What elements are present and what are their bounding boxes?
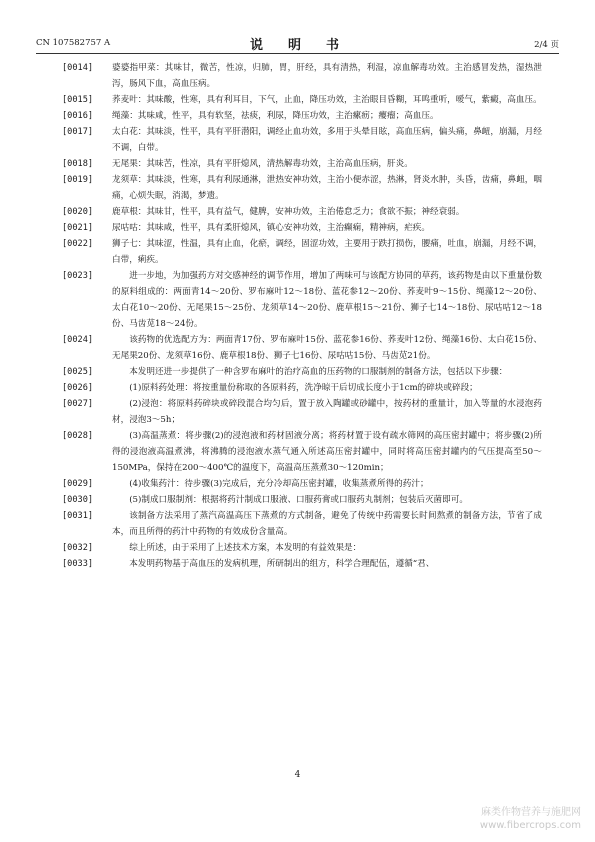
description-body	[62, 60, 542, 572]
paragraph	[62, 428, 542, 476]
paragraph	[62, 60, 542, 92]
paragraph	[62, 476, 542, 492]
paragraph-text: 综上所述，由于采用了上述技术方案，本发明的有益效果是：	[129, 543, 362, 553]
paragraph-number: [0020]	[62, 207, 94, 217]
paragraph	[62, 492, 542, 508]
paragraph	[62, 220, 542, 236]
paragraph-text: 龙须草：其味淡，性寒，具有利尿通淋，泄热安神功效，主治小便赤涩，热淋，肾炎水肿，头昏，齿痛，鼻衄，咽痛，心烦失眠，消渴，梦遗。	[112, 175, 542, 201]
paragraph-number: [0026]	[62, 383, 94, 393]
paragraph-number: [0033]	[62, 559, 94, 569]
paragraph-number: [0025]	[62, 367, 94, 377]
page-indicator: 2/4 页	[534, 40, 559, 50]
paragraph	[62, 508, 542, 540]
paragraph	[62, 108, 542, 124]
paragraph-number: [0028]	[62, 431, 94, 441]
paragraph-text: 无尾果：其味苦，性凉，具有平肝熄风，清热解毒功效，主治高血压病，肝炎。	[112, 159, 413, 169]
paragraph-number: [0021]	[62, 223, 94, 233]
paragraph	[62, 92, 542, 108]
paragraph-text: 婆婆指甲菜：其味甘，微苦，性凉，归肺，胃，肝经，具有清热，利湿，凉血解毒功效。主治感冒发热，湿热泄泻，肠风下血，高血压病。	[112, 63, 542, 89]
paragraph-text: 太白花：其味淡，性平，具有平肝潜阳，调经止血功效，多用于头晕目眩，高血压病，偏头痛，鼻衄，崩漏，月经不调，白带。	[112, 127, 542, 153]
document-type-title: 说 明 书	[249, 38, 345, 53]
paragraph	[62, 540, 542, 556]
paragraph	[62, 172, 542, 204]
paragraph-text: 狮子七：其味涩，性温，具有止血，化瘀，调经，固涩功效，主要用于跌打损伤，腰痛，吐血，崩漏，月经不调，白带，痢疾。	[112, 239, 542, 265]
patent-number: CN 107582757 A	[36, 38, 111, 48]
page-number: 4	[294, 770, 301, 780]
watermark-line-2: www.fibercrops.com	[479, 820, 581, 831]
paragraph-number: [0030]	[62, 495, 94, 505]
paragraph-number: [0023]	[62, 271, 94, 281]
paragraph	[62, 268, 542, 332]
paragraph-text: (3)高温蒸煮：将步骤(2)的浸泡液和药材固液分离；将药材置于设有疏水筛网的高压密封罐中；将步骤(2)所得的浸泡液高温煮沸，将沸腾的浸泡液水蒸气通入所述高压密封罐中，同时将高压密封罐内的气压提高至50～150MPa，保持在200～400℃的温度下，高温高压蒸煮30～120min；	[112, 431, 542, 473]
paragraph-text: (5)制成口服制剂：根据将药汁制成口服液、口服药膏或口服药丸制剂；包装后灭菌即可。	[129, 495, 468, 505]
paragraph	[62, 332, 542, 364]
header-rule	[36, 53, 559, 54]
paragraph-number: [0031]	[62, 511, 94, 521]
paragraph-text: (2)浸泡：将原料药碎块或碎段混合均匀后，置于放入陶罐或砂罐中，按药材的重量计，加入等量的水浸泡药材，浸泡3～5h；	[112, 399, 542, 425]
paragraph-text: 本发明药物基于高血压的发病机理，所研制出的组方，科学合理配伍，遵循“君、	[129, 559, 435, 569]
paragraph-number: [0014]	[62, 63, 94, 73]
paragraph-number: [0024]	[62, 335, 94, 345]
paragraph-text: 尿咕咕：其味咸，性平，具有柔肝熄风，镇心安神功效，主治癫痫，精神病，疟疾。	[112, 223, 430, 233]
watermark-line-1: 麻类作物营养与施肥网	[481, 807, 581, 818]
paragraph-number: [0018]	[62, 159, 94, 169]
paragraph	[62, 556, 542, 572]
paragraph-text: 该药物的优选配方为：两面青17份、罗布麻叶15份、蓝花参16份、荞麦叶12份、绳藻16份、太白花15份、无尾果20份、龙须草16份、鹿草根18份、狮子七16份、尿咕咕15份、马齿苋21份。	[112, 335, 542, 361]
paragraph	[62, 364, 542, 380]
paragraph-number: [0016]	[62, 111, 94, 121]
page-header	[36, 34, 559, 52]
watermark	[480, 806, 581, 832]
paragraph	[62, 204, 542, 220]
paragraph	[62, 124, 542, 156]
paragraph-text: 绳藻：其味咸，性平，具有软坚，祛痰，利尿，降压功效，主治瘰疬；瘿瘤；高血压。	[112, 111, 439, 121]
paragraph	[62, 380, 542, 396]
paragraph-text: 本发明还进一步提供了一种含罗布麻叶的治疗高血的压药物的口服制剂的制备方法，包括以下步骤：	[129, 367, 508, 377]
paragraph-number: [0019]	[62, 175, 94, 185]
paragraph-text: (4)收集药汁：待步骤(3)完成后，充分冷却高压密封罐，收集蒸煮所得的药汁；	[129, 479, 429, 489]
paragraph-text: 鹿草根：其味甘，性平，具有益气，健脾，安神功效，主治倦怠乏力；食欲不振；神经衰弱。	[112, 207, 465, 217]
paragraph-number: [0027]	[62, 399, 94, 409]
paragraph	[62, 396, 542, 428]
paragraph-number: [0015]	[62, 95, 94, 105]
paragraph-number: [0029]	[62, 479, 94, 489]
paragraph-number: [0022]	[62, 239, 94, 249]
paragraph-text: (1)原料药处理：将按重量份称取的各原料药，洗净晾干后切成长度小于1cm的碎块或碎段；	[129, 383, 478, 393]
paragraph-text: 进一步地，为加强药方对交感神经的调节作用，增加了两味可与该配方协同的草药，该药物是由以下重量份数的原料组成的：两面青14～20份、罗布麻叶12～18份、蓝花参12～20份、荞麦叶9～15份、绳藻12～20份、太白花10～20份、无尾果15～25份、龙须草14～20份、鹿草根15～21份、狮子七14～18份、尿咕咕12～18份、马齿苋18～24份。	[112, 271, 542, 329]
paragraph-number: [0017]	[62, 127, 94, 137]
paragraph	[62, 156, 542, 172]
paragraph-text: 该制备方法采用了蒸汽高温高压下蒸煮的方式制备，避免了传统中药需要长时间熬煮的制备方法，节省了成本，而且所得的药汁中药物的有效成份含量高。	[112, 511, 542, 537]
paragraph	[62, 236, 542, 268]
paragraph-number: [0032]	[62, 543, 94, 553]
paragraph-text: 荞麦叶：其味酸，性寒，具有利耳目，下气，止血，降压功效，主治眼目昏糊，耳鸣重听，嗳气，紫癜，高血压。	[112, 95, 542, 105]
